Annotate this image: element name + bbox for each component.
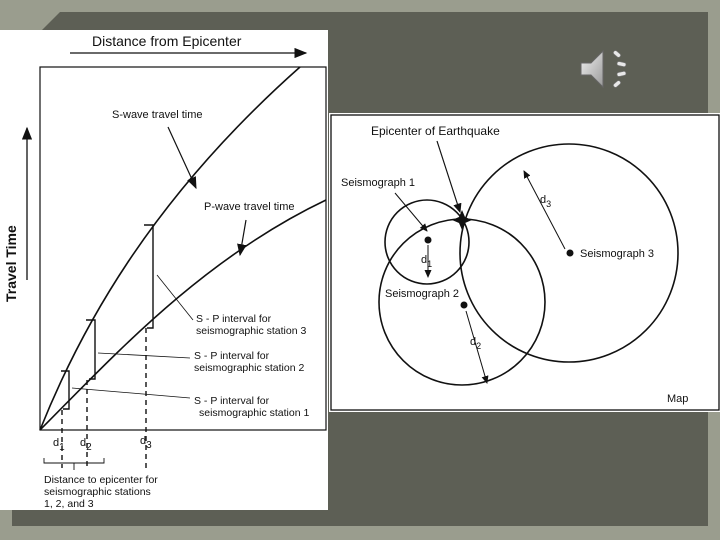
seismograph-3-label: Seismograph 3 [580, 248, 654, 260]
interval-1-line2: seismographic station 1 [199, 407, 310, 419]
interval-bracket-1 [61, 371, 69, 409]
p-wave-label: P-wave travel time [204, 201, 295, 213]
travel-time-svg [0, 30, 328, 510]
seismograph-1-label: Seismograph 1 [341, 177, 415, 189]
p-wave-pointer [240, 220, 246, 255]
seismograph-2-label: Seismograph 2 [385, 288, 459, 300]
s-wave-pointer [168, 127, 196, 188]
epicenter-label: Epicenter of Earthquake [371, 124, 500, 138]
interval-1-line1: S - P interval for [194, 395, 270, 407]
interval-3-line1: S - P interval for [196, 313, 272, 325]
d3-label: d3 [140, 435, 152, 451]
travel-time-diagram [0, 30, 328, 510]
station-1-dot [425, 237, 432, 244]
circle-station-2 [379, 219, 545, 385]
epicenter-star-icon [452, 210, 472, 230]
map-label: Map [667, 393, 689, 405]
p-wave-curve [40, 200, 326, 430]
plot-frame [40, 67, 326, 430]
station-3-dot [567, 250, 574, 257]
speaker-svg [577, 45, 633, 93]
x-axis-label: Distance from Epicenter [92, 33, 242, 49]
map-svg [329, 113, 720, 412]
interval-bracket-3 [144, 225, 153, 328]
interval-2-line2: seismographic station 2 [194, 362, 305, 374]
d1-label: d1 [53, 437, 65, 453]
caption-line2: seismographic stations [44, 486, 151, 498]
leader-3 [157, 275, 193, 320]
leader-1 [72, 388, 190, 398]
d2-label: d2 [80, 437, 92, 453]
caption-brace [44, 458, 104, 470]
s-wave-curve [40, 67, 300, 430]
seismograph-1-pointer [395, 193, 427, 231]
interval-2-line1: S - P interval for [194, 350, 270, 362]
caption-line1: Distance to epicenter for [44, 474, 158, 486]
y-axis-label: Travel Time [3, 225, 19, 302]
map-diagram [329, 113, 720, 412]
map-d2-label: $d_2$ [470, 336, 482, 351]
epicenter-pointer [437, 141, 460, 212]
s-wave-label: S-wave travel time [112, 109, 203, 121]
station-2-dot [461, 302, 468, 309]
map-d1-label: $d_1$ [421, 254, 433, 269]
d3-arrow [524, 171, 565, 249]
caption-line3: 1, 2, and 3 [44, 498, 94, 510]
interval-3-line2: seismographic station 3 [196, 325, 307, 337]
map-d3-label: $d_3$ [540, 194, 552, 209]
speaker-icon[interactable] [577, 45, 633, 93]
